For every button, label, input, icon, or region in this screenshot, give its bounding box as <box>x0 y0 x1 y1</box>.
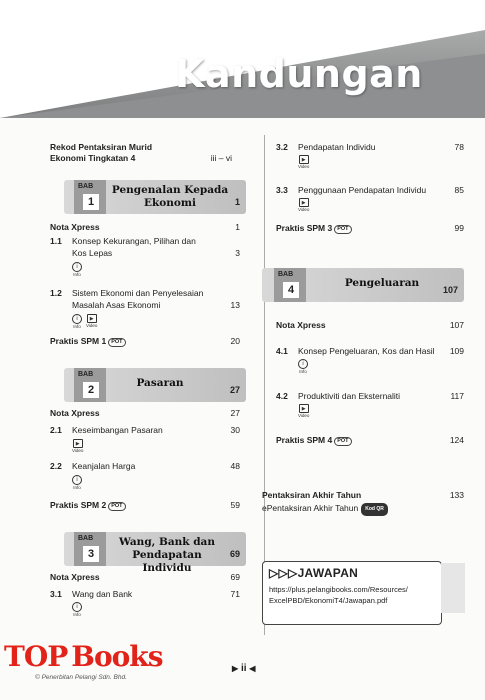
info-icon[interactable]: i Info <box>73 264 81 277</box>
bab-3-number: 3 <box>83 546 99 562</box>
section-3-1[interactable]: 3.1 Wang dan Bank 71 i Info <box>50 589 240 617</box>
section-3-2[interactable]: 3.2 Pendapatan Individu 78 ▶ Video <box>276 142 464 169</box>
info-icon[interactable]: i Info <box>73 604 81 617</box>
bab-1-number: 1 <box>83 194 99 210</box>
video-icon[interactable]: ▶ Video <box>298 405 310 418</box>
section-4-1[interactable]: 4.1 Konsep Pengeluaran, Kos dan Hasil 109 i Info <box>276 346 464 374</box>
kod-qr-badge: Kod QR <box>361 503 388 516</box>
pot-icon: POT <box>334 225 351 234</box>
brand-logo: TOP Books <box>4 640 163 673</box>
bab-2-title: Pasaran <box>136 377 184 389</box>
jawapan-heading: ▷▷▷JAWAPAN <box>269 566 359 580</box>
jawapan-url[interactable]: https://plus.pelangibooks.com/Resources/ ExcelPBD/EkonomiT4/Jawapan.pdf <box>269 585 408 605</box>
bab-4-title: Pengeluaran <box>344 277 420 289</box>
section-2-1[interactable]: 2.1 Keseimbangan Pasaran 30 ▶ Video <box>50 425 240 453</box>
section-1-1-icons <box>72 262 82 277</box>
bab-1-header[interactable] <box>64 180 246 214</box>
page-title: Kandungan <box>175 52 423 96</box>
bab-3-page: 69 <box>229 549 240 559</box>
section-3-3[interactable]: 3.3 Penggunaan Pendapatan Individu 85 ▶ Video <box>276 185 464 212</box>
pot-icon: POT <box>108 338 125 347</box>
video-icon[interactable]: ▶ Video <box>298 199 310 212</box>
bab-4-page: 107 <box>442 285 458 295</box>
section-1-2[interactable]: 1.2 Sistem Ekonomi dan Penyelesaian Masalah Asas Ekonomi 13 i Info ▶ Video <box>50 288 240 329</box>
section-1-1[interactable]: 1.1 Konsep Kekurangan, Pilihan dan Kos Lepas 3 i Info <box>50 236 240 277</box>
intro-line-1[interactable]: Rekod Pentaksiran Murid <box>50 142 153 152</box>
bab-2-number: 2 <box>83 382 99 398</box>
page-number: ▶ ii ◀ <box>232 663 256 674</box>
triangle-right-icon: ▶ <box>232 664 239 673</box>
header-banner <box>0 0 485 118</box>
pot-icon: POT <box>334 437 351 446</box>
intro-line-2[interactable]: Ekonomi Tingkatan 4 iii – vi <box>50 153 232 163</box>
left-column: Rekod Pentaksiran Murid Ekonomi Tingkatan 4 iii – vi BAB 1 Pengenalan Kepada Ekonomi 1 Nota Xpress 1 1.1 Konsep Kekurangan, Pilihan dan Kos Lepas 3 i Info 1.2 Sistem Ekonomi dan Penyelesaian Masalah Asas Ekonomi 13 i Info ▶ Video Praktis SPM 1 POT 20 BAB 2 Pasaran 27 Nota Xpress 27 2.1 Keseimbangan Pasaran 30 ▶ Video 2.2 Keanjalan Harga 48 i Info Praktis SPM 2 POT 59 BAB 3 Wang, Bank dan Pendapatan Individu 69 Nota Xpress 69 3.1 Wang dan Bank 71 i Info <box>50 140 246 620</box>
info-icon[interactable]: i Info <box>73 477 81 490</box>
bab-label: BAB <box>78 183 94 190</box>
qr-code-placeholder <box>441 563 465 613</box>
column-divider <box>264 135 265 635</box>
bab-3-header[interactable]: BAB 3 Wang, Bank dan Pendapatan Individu 69 <box>64 532 246 566</box>
section-1-2-icons <box>72 314 97 329</box>
info-icon[interactable]: i Info <box>299 361 307 374</box>
bab-2-header[interactable]: BAB 2 Pasaran 27 <box>64 368 246 402</box>
bab-1-page: 1 <box>234 197 240 207</box>
section-2-2[interactable]: 2.2 Keanjalan Harga 48 i Info <box>50 461 240 490</box>
video-icon[interactable]: ▶ Video <box>86 315 98 328</box>
video-icon[interactable]: ▶ Video <box>298 156 310 169</box>
jawapan-box[interactable] <box>262 561 442 625</box>
info-icon[interactable]: i Info <box>73 316 81 329</box>
bab-4-number: 4 <box>283 282 299 298</box>
triangle-left-icon: ◀ <box>249 664 256 673</box>
pot-icon: POT <box>108 502 125 511</box>
video-icon[interactable]: ▶ Video <box>72 440 84 453</box>
bab-3-title: Wang, Bank dan Pendapatan Individu <box>119 536 215 574</box>
right-column: 3.2 Pendapatan Individu 78 ▶ Video 3.3 Penggunaan Pendapatan Individu 85 ▶ Video Praktis SPM 3 POT 99 BAB 4 Pengeluaran 107 Nota Xpress 107 4.1 Konsep Pengeluaran, Kos dan Hasil 109 i Info 4.2 Produktiviti dan Eksternaliti 117 ▶ Video Praktis SPM 4 POT 124 <box>276 140 464 620</box>
bab-1-title: Pengenalan Kepada Ekonomi <box>111 184 229 209</box>
publisher-credit: © Penerbitan Pelangi Sdn. Bhd. <box>35 674 127 681</box>
bab-2-page: 27 <box>229 385 240 395</box>
bab-4-header[interactable]: BAB 4 Pengeluaran 107 <box>262 268 464 302</box>
section-4-2[interactable]: 4.2 Produktiviti dan Eksternaliti 117 ▶ Video <box>276 391 464 418</box>
